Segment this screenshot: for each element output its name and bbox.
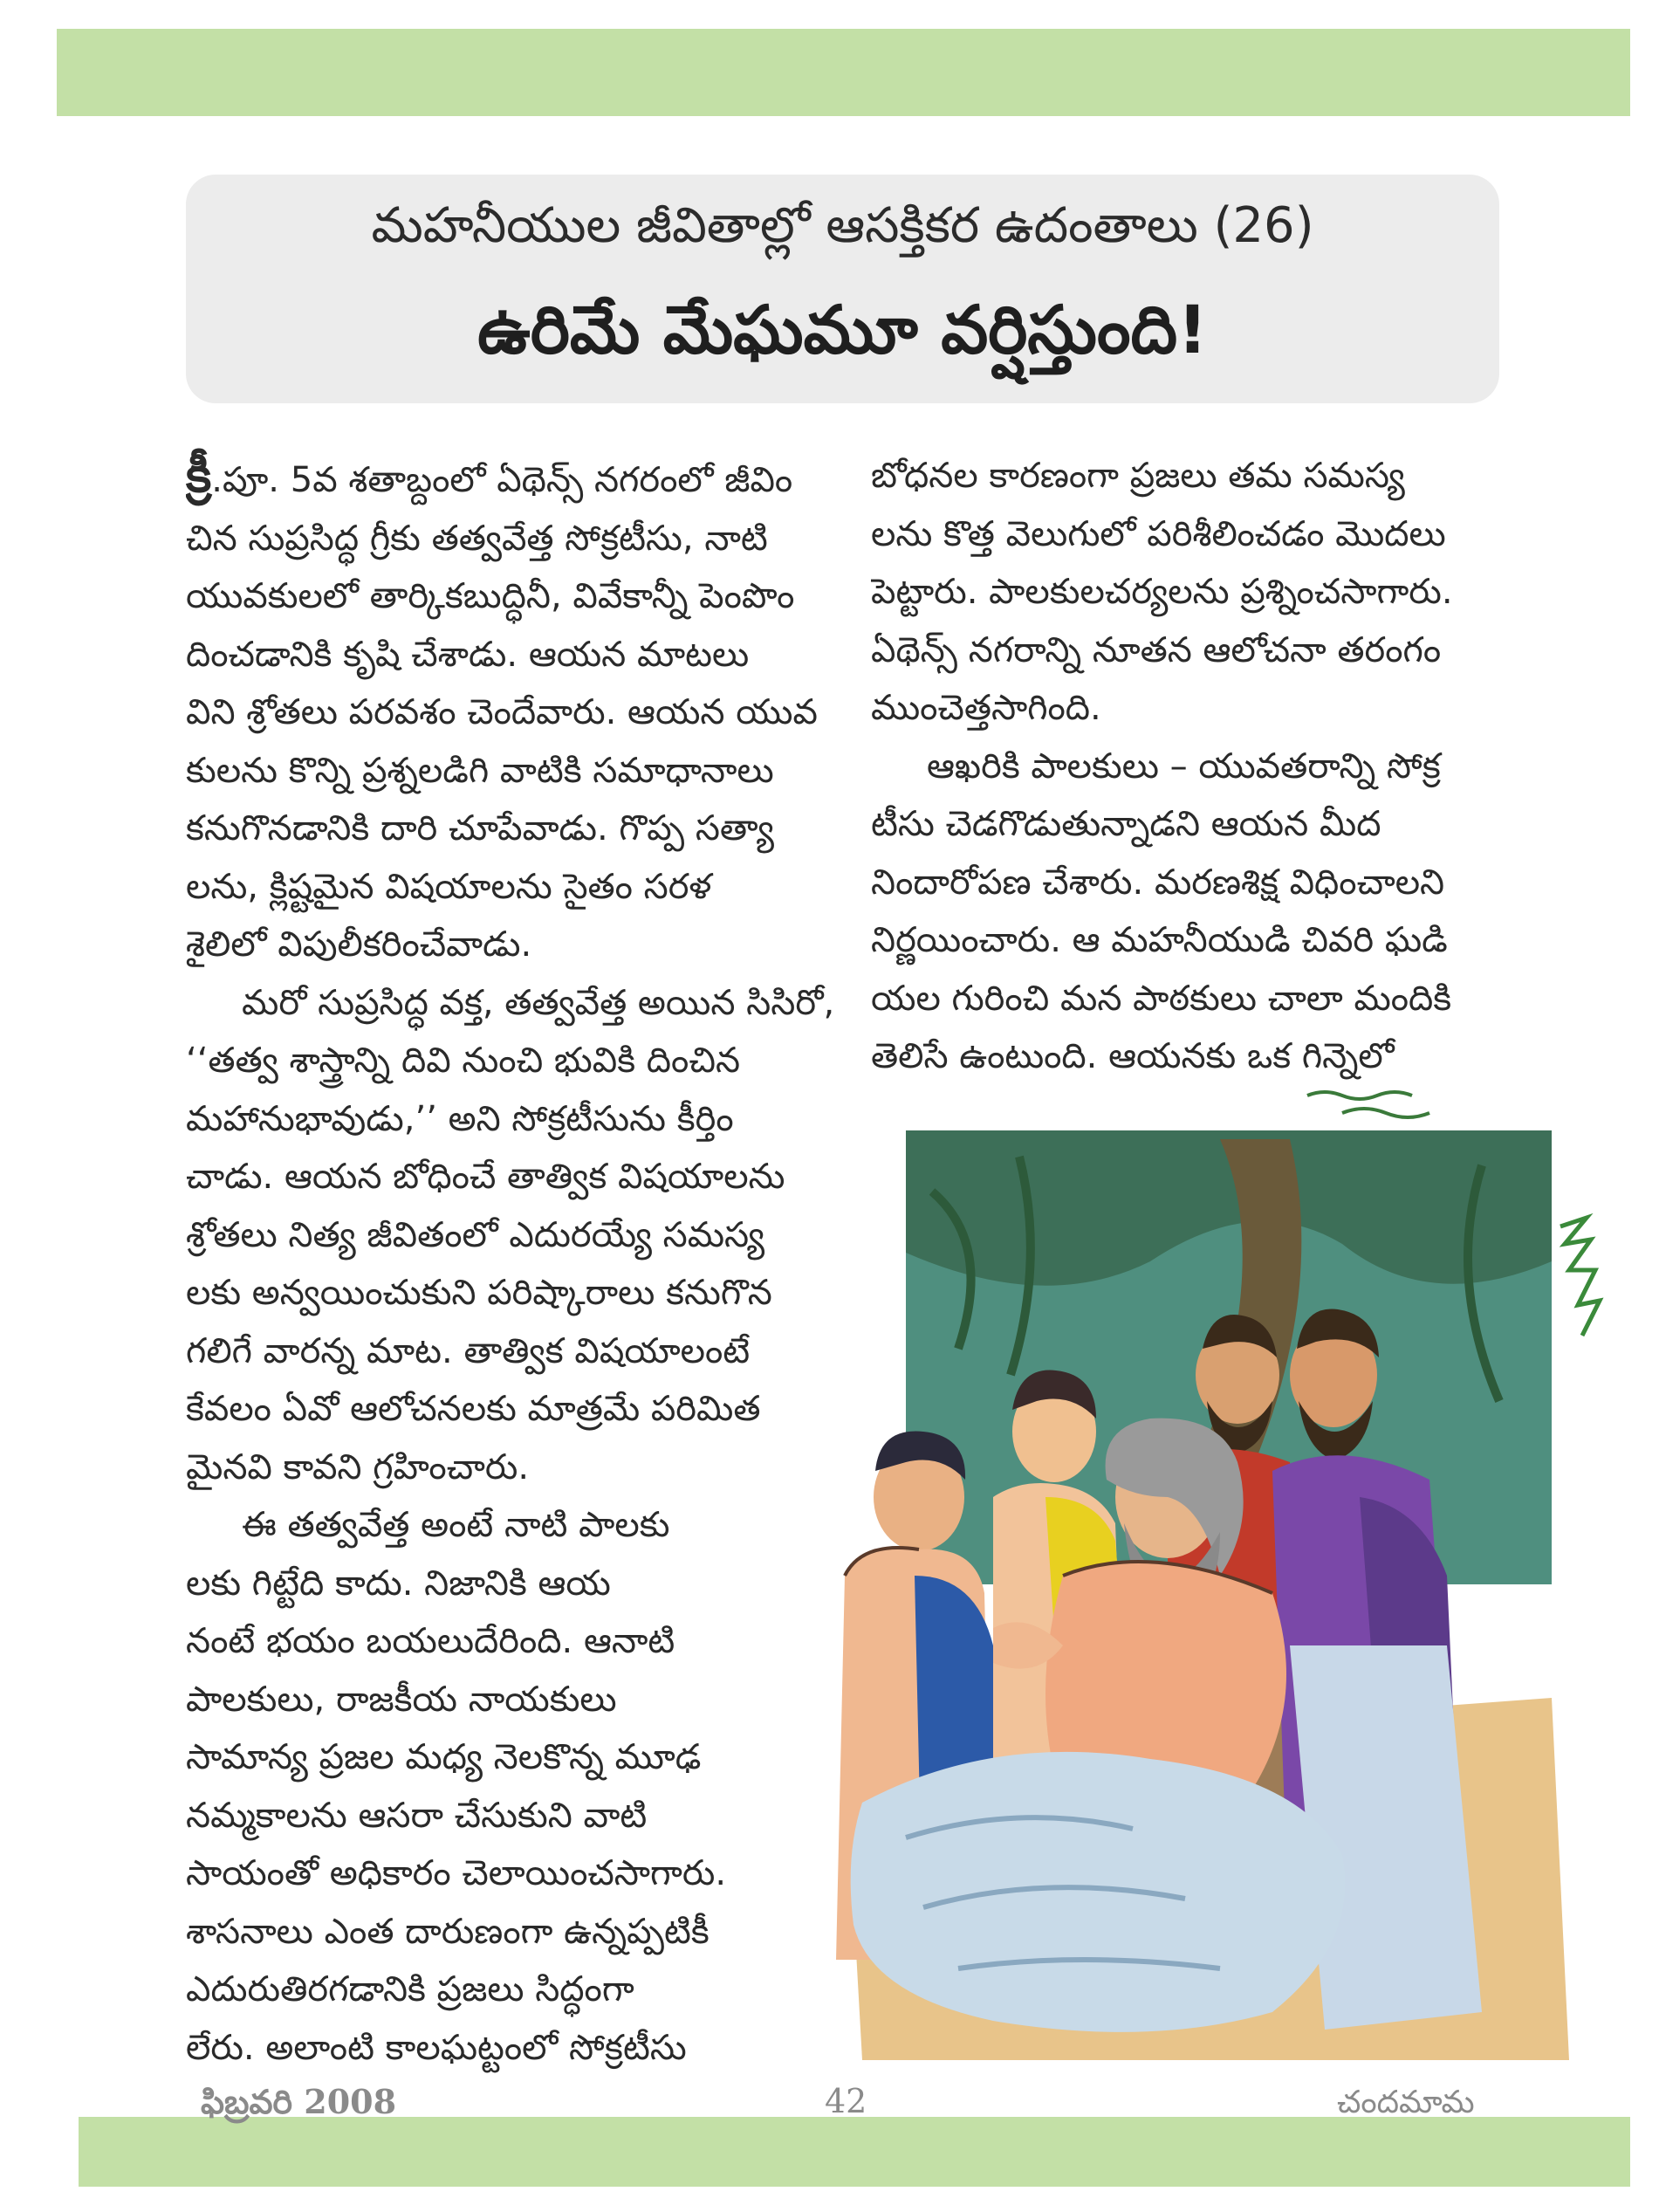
text-line: లకు అన్వయించుకుని పరిష్కారాలు కనుగొన: [186, 1273, 772, 1313]
text-line: ‘‘తత్వ శాస్త్రాన్ని దివి నుంచి భువికి దించిన: [186, 1041, 741, 1081]
right-column: [871, 447, 1512, 1086]
text-line: మైనవి కావని గ్రహించారు.: [186, 1446, 530, 1487]
text-line: గలిగే వారన్న మాట. తాత్విక విషయాలంటే: [186, 1330, 751, 1371]
article-title: ఉరిమే మేఘమూ వర్షిస్తుంది!: [477, 291, 1208, 368]
drop-cap: క్రీ: [186, 447, 212, 504]
issue-date: ఫిబ్రవరి 2008: [201, 2082, 397, 2121]
text-line: ముంచెత్తసాగింది.: [871, 688, 1101, 728]
text-line: దించడానికి కృషి చేశాడు. ఆయన మాటలు: [186, 634, 750, 675]
page-number: 42: [825, 2082, 867, 2120]
text-line: కులను కొన్ని ప్రశ్నలడిగి వాటికి సమాధానాలు: [186, 750, 774, 791]
text-line: పాలకులు, రాజకీయ నాయకులు: [186, 1679, 617, 1720]
text-line: సాయంతో అధికారం చెలాయించసాగారు.: [186, 1853, 727, 1893]
socrates-with-disciples-illustration: [731, 1087, 1613, 2060]
paragraph-4: [871, 447, 1512, 738]
text-line: యువకులలో తార్కికబుద్ధినీ, వివేకాన్నీ పెంపొం: [186, 576, 795, 616]
series-title: మహనీయుల జీవితాల్లో ఆసక్తికర ఉదంతాలు (26): [371, 197, 1314, 254]
text-line: క్రీ.పూ. 5వ శతాబ్దంలో ఏథెన్స్ నగరంలో జీవిం: [186, 447, 793, 504]
text-line: బోధనల కారణంగా ప్రజలు తమ సమస్య: [871, 456, 1405, 496]
text-line: శాసనాలు ఎంత దారుణంగా ఉన్నప్పటికీ: [186, 1911, 710, 1952]
text-line: తెలిసే ఉంటుంది. ఆయనకు ఒక గిన్నెలో: [871, 1036, 1395, 1076]
text-line: మహానుభావుడు,’’ అని సోక్రటీసును కీర్తిం: [186, 1098, 734, 1139]
text-line: నిందారోపణ చేశారు. మరణశిక్ష విధించాలని: [871, 862, 1445, 903]
paragraph-5: [871, 738, 1512, 1086]
text-line: పెట్టారు. పాలకులచర్యలను ప్రశ్నించసాగారు.: [871, 572, 1453, 612]
text-line: మరో సుప్రసిద్ధ వక్త, తత్వవేత్త అయిన సిసిరో,: [242, 982, 835, 1023]
magazine-name: చందమామ: [1337, 2085, 1475, 2120]
text-line: టీసు చెడగొడుతున్నాడని ఆయన మీద: [871, 804, 1381, 844]
text-line: లేరు. అలాంటి కాలఘట్టంలో సోక్రటీసు: [186, 2027, 687, 2068]
text-line: ఈ తత్వవేత్త అంటే నాటి పాలకు: [242, 1505, 670, 1545]
text-line: కేవలం ఏవో ఆలోచనలకు మాత్రమే పరిమిత: [186, 1389, 761, 1429]
paragraph-1: [186, 447, 842, 974]
text-line: శ్రోతలు నిత్య జీవితంలో ఎదురయ్యే సమస్య: [186, 1214, 765, 1255]
text-line: నంటే భయం బయలుదేరింది. ఆనాటి: [186, 1621, 675, 1661]
text-line: నిర్ణయించారు. ఆ మహనీయుడి చివరి ఘడి: [871, 920, 1448, 960]
text-line: లను, క్లిష్టమైన విషయాలను సైతం సరళ: [186, 866, 712, 907]
text-line: సామాన్య ప్రజల మధ్య నెలకొన్న మూఢ: [186, 1737, 702, 1777]
text-line: ఆఖరికి పాలకులు – యువతరాన్ని సోక్ర: [927, 745, 1441, 787]
text-line: ఎదురుతిరగడానికి ప్రజలు సిద్ధంగా: [186, 1969, 634, 2009]
text-line: లకు గిట్టేది కాదు. నిజానికి ఆయ: [186, 1563, 611, 1604]
text-line: చిన సుప్రసిద్ధ గ్రీకు తత్వవేత్త సోక్రటీసు, నాటి: [186, 518, 768, 559]
text-line: శైలిలో విపులీకరించేవాడు.: [186, 924, 532, 965]
top-color-band: [57, 29, 1630, 116]
text-line: చాడు. ఆయన బోధించే తాత్విక విషయాలను: [186, 1157, 785, 1197]
text-line: ఏథెన్స్ నగరాన్ని నూతన ఆలోచనా తరంగం: [871, 629, 1442, 670]
text-line: లను కొత్త వెలుగులో పరిశీలించడం మొదలు: [871, 513, 1446, 554]
text-line: విని శ్రోతలు పరవశం చెందేవారు. ఆయన యువ: [186, 692, 818, 732]
text-line: నమ్మకాలను ఆసరా చేసుకుని వాటి: [186, 1795, 648, 1836]
title-banner: [186, 175, 1499, 403]
text-line: యల గురించి మన పాఠకులు చాలా మందికి: [871, 978, 1452, 1019]
text-line: కనుగొనడానికి దారి చూపేవాడు. గొప్ప సత్యా: [186, 808, 774, 848]
